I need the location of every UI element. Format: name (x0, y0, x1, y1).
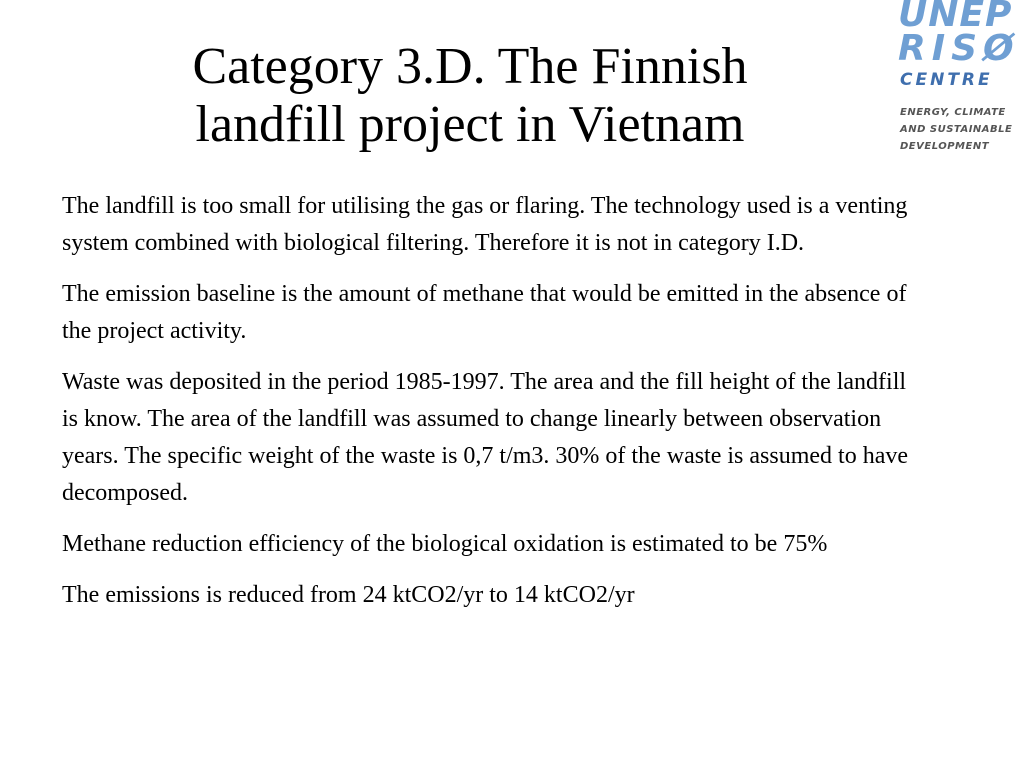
logo-subtitle-line-1: ENERGY, CLIMATE (900, 107, 1006, 118)
paragraph-waste-deposit: Waste was deposited in the period 1985-1997. The area and the fill height of the landfill is know. The area of the landfill was assumed to change linearly between observation years. The specific weight of the waste is 0,7 t/m3. 30% of the waste is assumed to have decomposed. (62, 369, 909, 506)
logo-subtitle-line-3: DEVELOPMENT (900, 141, 990, 152)
title-line-1: Category 3.D. The Finnish (192, 38, 748, 95)
logo-subtitle-line-2: AND SUSTAINABLE (900, 124, 1013, 135)
slide-title (60, 38, 880, 154)
unep-riso-logo (896, 0, 1020, 160)
logo-riso-text: RISØ (898, 28, 1020, 69)
slide-body (62, 188, 912, 628)
paragraph-methane-reduction: Methane reduction efficiency of the biological oxidation is estimated to be 75% (62, 531, 828, 557)
logo-subtitle (900, 104, 1012, 155)
logo-centre-text: CENTRE (900, 70, 993, 90)
title-line-2: landfill project in Vietnam (195, 96, 745, 153)
paragraph-emission-baseline: The emission baseline is the amount of methane that would be emitted in the absence of the project activity. (62, 281, 907, 344)
logo-unep-text: UNEP (898, 0, 1013, 35)
paragraph-emissions-reduced: The emissions is reduced from 24 ktCO2/yr to 14 ktCO2/yr (62, 582, 635, 608)
paragraph-landfill-size: The landfill is too small for utilising the gas or flaring. The technology used is a venting system combined with biological filtering. Therefore it is not in category I.D. (62, 193, 908, 256)
